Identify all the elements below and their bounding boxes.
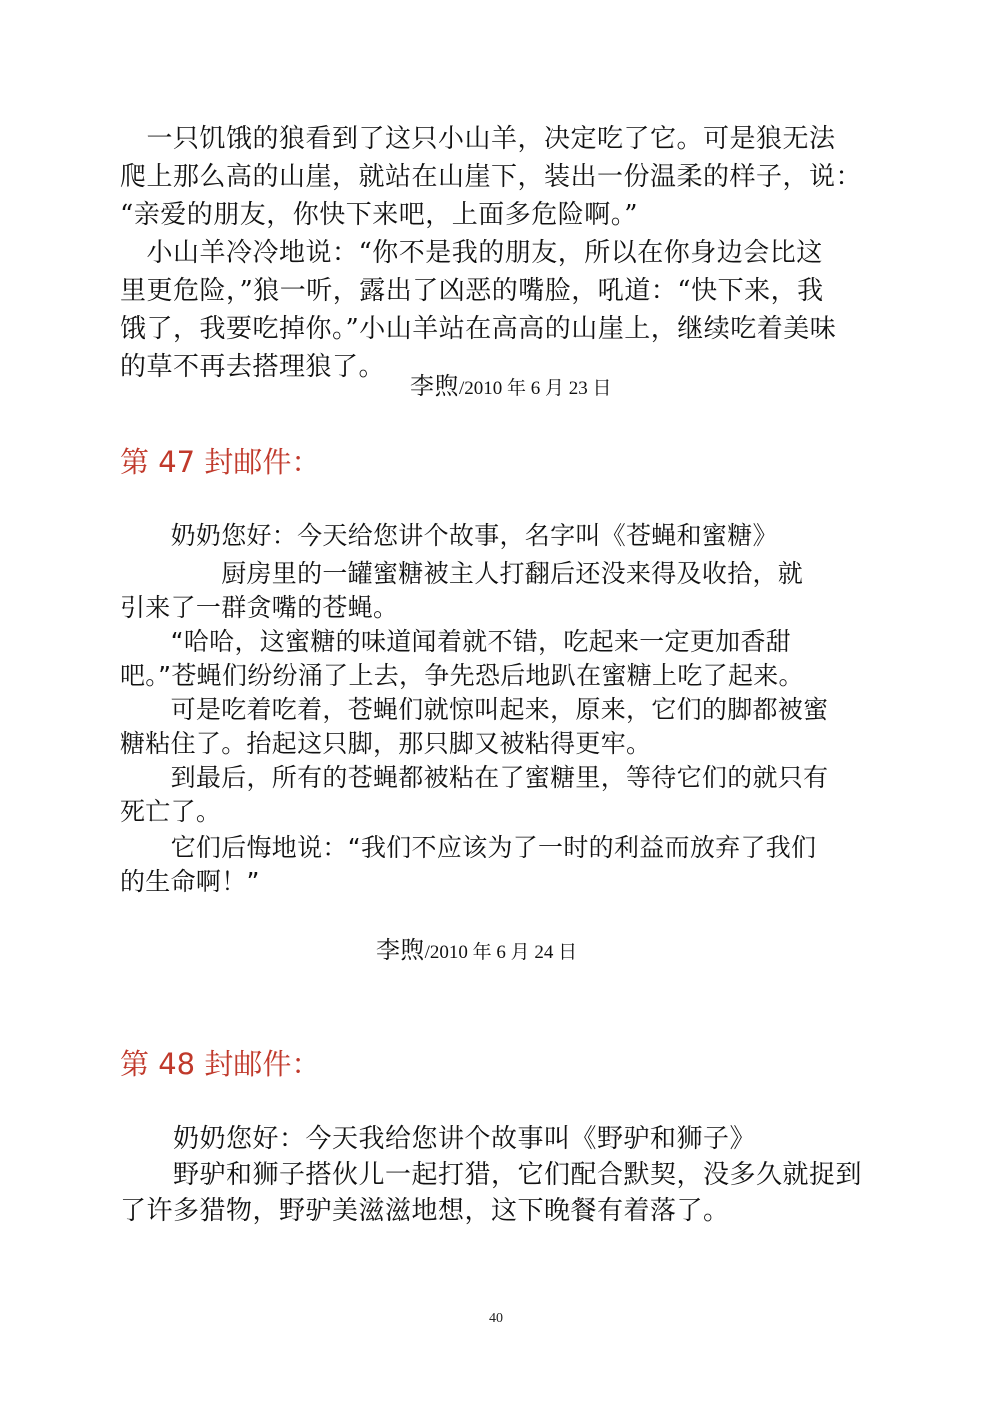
story-paragraph-line: 里更危险，”狼一听，露出了凶恶的嘴脸，吼道：“快下来，我 [120, 276, 824, 306]
email-body-line: 了许多猎物，野驴美滋滋地想，这下晚餐有着落了。 [120, 1196, 730, 1226]
email-body-line: 死亡了。 [120, 797, 222, 826]
email-body-line: “哈哈，这蜜糖的味道闻着就不错，吃起来一定更加香甜 [120, 627, 792, 656]
email-body-line: 引来了一群贪嘴的苍蝇。 [120, 593, 399, 622]
email-body-line: 奶奶您好：今天给您讲个故事，名字叫《苍蝇和蜜糖》 [120, 521, 778, 550]
email-body-line: 奶奶您好：今天我给您讲个故事叫《野驴和狮子》 [120, 1124, 757, 1154]
email-body-line: 野驴和狮子搭伙儿一起打猎，它们配合默契，没多久就捉到 [120, 1160, 863, 1190]
email-body-line: 到最后，所有的苍蝇都被粘在了蜜糖里，等待它们的就只有 [120, 763, 829, 792]
email-body-line: 的生命啊！” [120, 867, 260, 896]
story-paragraph-line: 一只饥饿的狼看到了这只小山羊，决定吃了它。可是狼无法 [120, 124, 836, 154]
email-body-line: 可是吃着吃着，苍蝇们就惊叫起来，原来，它们的脚都被蜜 [120, 695, 829, 724]
signature [410, 366, 612, 401]
email-body-line: 厨房里的一罐蜜糖被主人打翻后还没来得及收拾，就 [120, 559, 804, 588]
signature-date: /2010 年 6 月 24 日 [424, 942, 578, 963]
story-paragraph-line: “亲爱的朋友，你快下来吧，上面多危险啊。” [120, 200, 639, 230]
email-body-line: 糖粘住了。抬起这只脚，那只脚又被粘得更牢。 [120, 729, 652, 758]
email-heading: 第 47 封邮件： [120, 445, 321, 479]
signature-date: /2010 年 6 月 23 日 [459, 378, 612, 399]
page-number: 40 [489, 1311, 503, 1326]
email-body-line: 吧。”苍蝇们纷纷涌了上去，争先恐后地趴在蜜糖上吃了起来。 [120, 661, 804, 690]
story-paragraph-line: 爬上那么高的山崖，就站在山崖下，装出一份温柔的样子，说： [120, 162, 863, 192]
story-paragraph-line: 小山羊冷冷地说：“你不是我的朋友，所以在你身边会比这 [120, 238, 823, 268]
story-paragraph-line: 饿了，我要吃掉你。”小山羊站在高高的山崖上，继续吃着美味 [120, 314, 837, 344]
signature [376, 930, 577, 965]
signature-name: 李煦 [376, 936, 425, 964]
email-heading: 第 48 封邮件： [120, 1047, 321, 1081]
story-paragraph-line: 的草不再去搭理狼了。 [120, 352, 386, 382]
email-body-line: 它们后悔地说：“我们不应该为了一时的利益而放弃了我们 [120, 833, 817, 862]
signature-name: 李煦 [410, 372, 459, 400]
